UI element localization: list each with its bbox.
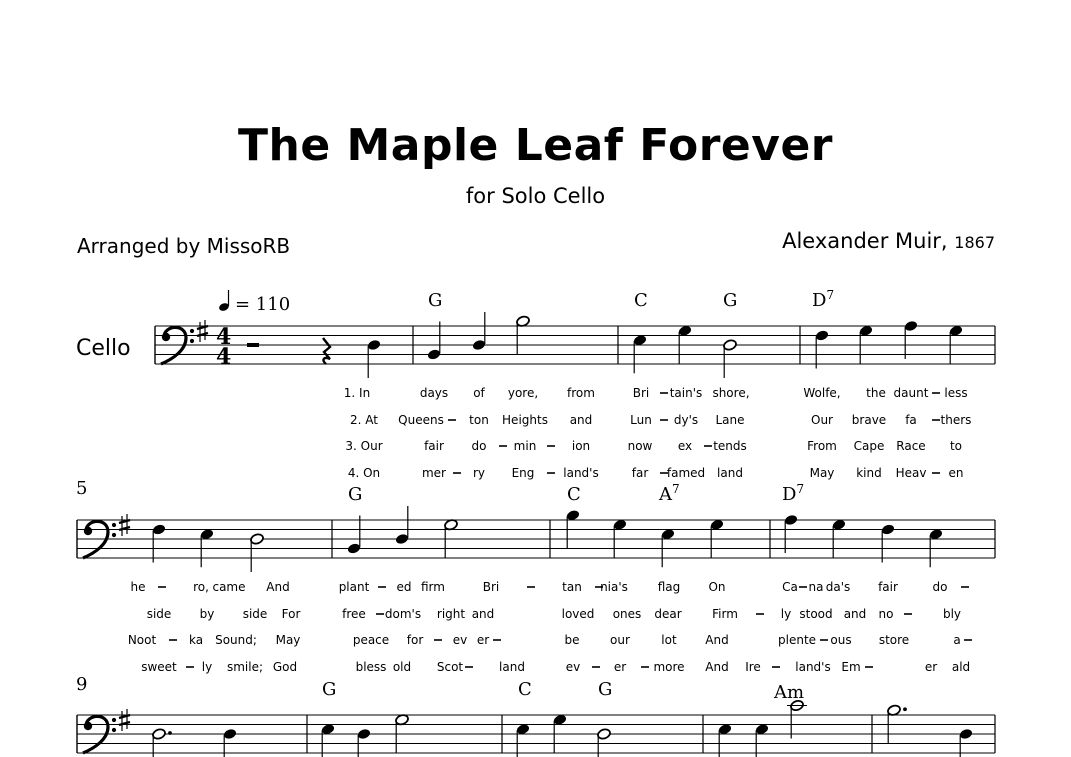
lyric-syllable: land [499,660,525,674]
lyric-syllable: er [476,633,490,647]
lyric-syllable: tain's [669,386,703,400]
lyric-syllable: ed [396,580,412,594]
lyric-syllable: yore, [507,386,539,400]
lyric-syllable: ion [571,439,591,453]
lyric-syllable: On [708,580,726,594]
lyric-syllable: mer [421,466,447,480]
lyric-syllable: Firm [712,607,738,621]
lyric-syllable: ka [188,633,204,647]
quarter-note [959,728,974,741]
lyric-syllable: dear [654,607,682,621]
lyric-syllable: daunt [893,386,929,400]
lyric-syllable: and [569,413,593,427]
bass-clef-dot [112,718,116,722]
half-note [152,728,167,741]
lyric-syllable: store [878,633,910,647]
lyric-syllable: days [419,386,449,400]
lyric-syllable: And [266,580,290,594]
lyric-syllable: sweet [141,660,177,674]
lyric-syllable: ro, [193,580,209,594]
lyric-syllable: plant [338,580,370,594]
lyric-syllable: do [471,439,487,453]
lyric-syllable: ev [565,660,581,674]
quarter-note [427,348,442,361]
chord-symbol: G [428,290,443,311]
augmentation-dot [168,731,172,735]
score-title: The Maple Leaf Forever [237,120,833,171]
lyric-syllable: bly [942,607,962,621]
lyric-syllable: ton [469,413,489,427]
lyric-syllable: bless [355,660,387,674]
lyric-syllable: 2. At [350,413,378,427]
lyric-syllable: fa [905,413,917,427]
lyric-syllable: do [932,580,948,594]
half-note [250,533,265,546]
lyric-syllable: May [809,466,835,480]
lyric-syllable: Ire [745,660,761,674]
lyric-syllable: famed [666,466,706,480]
lyric-syllable: ev [452,633,468,647]
lyric-syllable: dom's [384,607,422,621]
lyric-syllable: na [808,580,824,594]
lyric-syllable: loved [561,607,595,621]
lyric-syllable: Our [811,413,833,427]
lyric-syllable: Heav [895,466,927,480]
lyric-syllable: land's [563,466,599,480]
lyric-syllable: Queens [398,413,444,427]
chord-symbol: G [723,290,738,311]
lyric-syllable: tan [562,580,582,594]
quarter-note [881,523,896,536]
lyric-syllable: fair [878,580,898,594]
quarter-note [357,728,372,741]
bass-clef-dot [112,728,116,732]
composer-year: 1867 [954,233,995,252]
chord-symbol: Am [774,682,805,703]
lyric-syllable: Eng [511,466,535,480]
lyric-syllable: old [392,660,412,674]
lyric-syllable: plen [778,633,804,647]
half-rest [247,343,259,347]
bass-clef-dot [112,523,116,527]
lyric-syllable: Noot [127,633,157,647]
lyric-syllable: and [471,607,495,621]
chord-symbol: G [322,679,337,700]
lyric-syllable: 1. In [343,386,371,400]
lyric-syllable: to [949,439,963,453]
lyric-syllable: Cape [853,439,885,453]
lyric-syllable: Heights [502,413,548,427]
time-signature-top: 4 [216,324,232,350]
augmentation-dot [903,707,907,711]
lyric-syllable: 4. On [347,466,381,480]
composer-name: Alexander Muir, [782,229,948,253]
lyric-syllable: Sound; [215,633,257,647]
chord-symbol: C [518,679,532,700]
tempo-text: = 110 [235,294,291,315]
bass-clef [83,521,108,558]
lyric-syllable: firm [421,580,445,594]
quarter-note [472,339,487,352]
lyric-syllable: Race [896,439,926,453]
lyric-syllable: ald [951,660,971,674]
lyric-syllable: right [436,607,466,621]
lyric-syllable: da's [825,580,851,594]
lyric-syllable: land's [795,660,831,674]
lyric-syllable: God [272,660,298,674]
lyric-syllable: by [199,607,215,621]
lyric-syllable: free [342,607,366,621]
quarter-note [347,542,362,555]
lyric-syllable: And [705,660,729,674]
lyric-syllable: no [878,607,894,621]
quarter-note [784,514,799,527]
lyric-syllable: ry [472,466,486,480]
lyric-syllable: smile; [226,660,264,674]
lyric-syllable: Wolfe, [803,386,841,400]
lyric-syllable: flag [657,580,681,594]
bass-clef-head [162,333,170,341]
lyric-syllable: land [717,466,743,480]
lyric-syllable: tends [713,439,747,453]
lyric-syllable: And [705,633,729,647]
measure-number: 9 [76,674,88,695]
lyric-syllable: stood [799,607,833,621]
lyric-syllable: more [653,660,685,674]
quarter-note [904,320,919,333]
lyric-syllable: now [627,439,653,453]
lyric-syllable: er [924,660,938,674]
lyric-syllable: ones [612,607,642,621]
lyric-syllable: thers [940,413,972,427]
lyric-syllable: Ca [782,580,798,594]
bass-clef [161,327,186,364]
quarter-note [223,728,238,741]
lyric-syllable: and [843,607,867,621]
quarter-note [815,329,830,342]
chord-symbol: C [634,290,648,311]
lyric-syllable: shore, [712,386,750,400]
lyric-syllable: te [803,633,817,647]
lyric-syllable: far [631,466,649,480]
lyric-syllable: Bri [632,386,650,400]
bass-clef [83,716,108,753]
lyric-syllable: nia's [600,580,628,594]
lyric-syllable: peace [352,633,390,647]
lyric-syllable: Lane [715,413,745,427]
lyric-syllable: ly [201,660,213,674]
lyric-syllable: ous [830,633,852,647]
lyric-syllable: en [948,466,964,480]
measure-number: 5 [76,478,88,499]
lyric-syllable: from [567,386,595,400]
lyric-syllable: kind [856,466,882,480]
bass-clef-dot [112,533,116,537]
lyric-syllable: side [242,607,268,621]
lyric-syllable: ly [780,607,792,621]
lyric-syllable: Bri [482,580,500,594]
score-subtitle: for Solo Cello [465,184,606,208]
lyric-syllable: came [212,580,246,594]
lyric-syllable: our [610,633,630,647]
quarter-note [367,339,382,352]
chord-symbol: G [348,484,363,505]
lyric-syllable: side [146,607,172,621]
lyric-syllable: the [866,386,886,400]
arranger-credit: Arranged by MissoRB [77,234,291,258]
lyric-syllable: a [953,633,961,647]
bass-clef-head [84,722,92,730]
lyric-syllable: be [564,633,580,647]
time-signature-bottom: 4 [216,344,232,370]
quarter-note [152,523,167,536]
quarter-rest [323,338,330,364]
lyric-syllable: brave [851,413,887,427]
lyric-syllable: less [944,386,968,400]
lyric-syllable: May [275,633,301,647]
lyric-syllable: of [473,386,485,400]
lyric-syllable: for [406,633,424,647]
chord-symbol: C [567,484,581,505]
half-note [723,339,738,352]
lyric-syllable: he [130,580,146,594]
lyric-syllable: For [281,607,301,621]
quarter-note [395,533,410,546]
lyric-syllable: From [807,439,837,453]
lyric-syllable: fair [424,439,444,453]
bass-clef-dot [190,339,194,343]
lyric-syllable: Em [841,660,861,674]
lyric-syllable: ex [677,439,693,453]
chord-symbol: $D^7$ [782,482,805,505]
half-note [597,728,612,741]
chord-symbol: $D^7$ [812,288,835,311]
lyric-syllable: Scot [436,660,464,674]
lyric-syllable: dy's [673,413,699,427]
lyric-syllable: er [613,660,627,674]
chord-symbol: $A^7$ [659,482,680,505]
instrument-name: Cello [76,336,131,361]
lyric-syllable: Lun [630,413,652,427]
lyric-syllable: 3. Our [345,439,383,453]
lyric-syllable: lot [661,633,677,647]
lyric-syllable: min [513,439,537,453]
chord-symbol: G [598,679,613,700]
bass-clef-dot [190,329,194,333]
bass-clef-head [84,527,92,535]
